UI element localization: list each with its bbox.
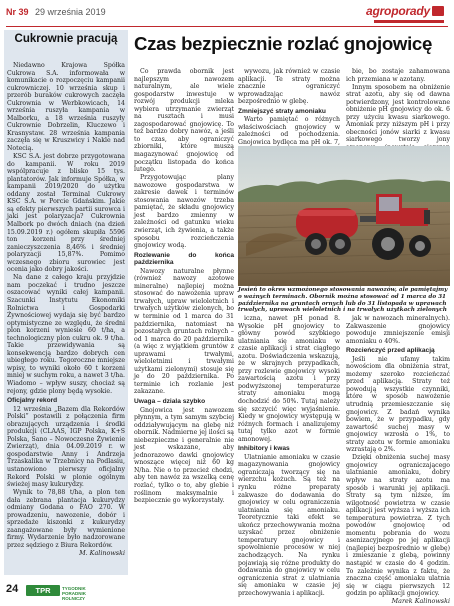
article-paragraph: Gnojowica jest nawozem płynnym, a tym samym szybciej oddziaływującym na glebę niż obornik. Nadmierne jej ilości są niebezpieczne i generalnie nie jest wskazane, aby jednorazowo dawki gnojowicy wnoszące więcej niż 60 kg N/ha. Nie o to przecież chodzi, aby ten nawóz za wszelką cenę rozlać, tylko o to, aby glebie i roślinom maksymalnie i bezpiecznie go wykorzystały. — [134, 406, 234, 505]
sidebar-paragraph: Wynik to 78,88 t/ha, a plon ten dała zebrana plantacja kukurydzy odmiany Godana o FAO 270. W prowadzeniu, nawozenie, dobór i sprzedaże kiszonki z kukurydzy zaangażowane były wymienione firmy. Wydarzenie było nadzorowane przez sędziego z Biura Rekordów. — [7, 489, 125, 549]
article-column-1 — [134, 68, 234, 505]
article-subheading: Uwaga – dziala szybko — [134, 398, 206, 406]
article-paragraph: Ulatnianie amoniaku w czasie magazynowania gnojowicy ograniczają tworzący się na wierzchu kożuch. Są też na rynku różne preparaty zakwasze do dodawania do gnojowicy w celu ograniczenia ulatniania się amoniaku. Teoretycznie taki efekt se ukończ przechowywania można uzyskać przez obniżenie temperatury gnojowicy i spowolnienie procesów w niej zachodzących. Na rynku pojawiają się różne produkty do dodawania do gnojowicy w celu ograniczenia strat z ulatniania się amoniaku w czasie jej przechowywania i aplikacji. — [238, 453, 340, 597]
photo-caption: Jesień to okres wzmożonego stosowania nawozów, ale pamiętajmy o ważnych terminach. Obornik można stosować od 1 marca do 31 października na gruntach ornych lub do 31 listopada w uprawach trwałych, uprawach wieloletnich i na trwałych użytkach zielonych — [238, 287, 448, 314]
issue-date: 29 września 2019 — [35, 7, 106, 17]
article-paragraph: Jeśli nie ufamy takim nowościom dla obniżenia strat, możemy szeroko rozcieńczać przed aplikacją. Straty też powodują wszystkie czynniki, które w sposób nawożenie utrudnią przemieszczanie się gnojowicy. Z badań wynika bowiem, że w przypadku, gdy zawartość suchej masy w gnojowicy wzrosła o 1%, to straty azotu w formie amoniaku wzrastają o 2%. — [346, 355, 450, 454]
article-subheading: Inhibitory i kwas — [238, 445, 290, 453]
tractor-photo-illustration — [238, 146, 450, 286]
article-title: Czas bezpiecznie rozlać gnojowicę — [134, 33, 433, 54]
page-footer — [0, 580, 454, 600]
article-paragraph: jak w nawozach mineralnych). Zakwaszenie gnojowicy powoduje zmniejszenie emisji amoniaku o 40%. — [346, 315, 450, 345]
sidebar-author: M. Kalinowski — [79, 549, 125, 557]
issue-info — [6, 7, 106, 17]
sidebar-paragraph: KSC S.A. jest dobrze przygotowana do kampanii. W roku 2019 wspólpracuje z blisko 15 tys. plantatorów. Jak informuje Spółka, w kampanii 2019/2020 do użytku oddany został Terminal Cukrowy KSC S.A. w Porcie Gdańskim. Jakie są efekty pierwszych partii surowca i jaki jest polaryzacja? Cukrownia Malbork po dwóch dniach (na dzień 15.09.2019 r.) ogółem skupiła 5596 ton korzeni przy średniej zanieczyszczenia 8,46% i średniej polaryzacji 15,87%. Pomimo wczesnego zbioru surowiec jest ocenia jako dobry jakości. — [7, 153, 125, 274]
article-paragraph: Co prawda obornik jest najlepszym nawozem naturalnym, ale wiele gospodarstw inwestuje w rozwój produkcji mleka wybiera utrzymanie zwierząt na rusztach i musi zagospodarować gnojowicę. To też bardzo dobry nawóz, a jeśli to czas, aby ograniczyć zbiorniki, które muszą magazynować gnojowicę od początku listopada do końca lutego. — [134, 68, 234, 174]
sidebar-paragraph: Na dane z całego kraju przyjdzie nam poczekać i trudno jeszcze oszacować wyniki całej kampanii. Szacunki Instytutu Ekonomiki Rolnictwa i Gospodarki Żywnościowej wydaja się być bardzo optymistyczne ze względu, że średni plon korzeni wyniesie 60 t/ha, a technologiczny plon cukru ok. 9 t/ha. Takie przewidywania są konsekwencją bardzo dobrych cen ubiegłego roku. Tegoroczne mniejsze wpisy, to wyniki około 60 t korzeni mniej w suchym roku, a nawet 3 t/ha. Wiadomo – wpływ suszy, chociaż są rejony, gdzie plony będą wysokie. — [7, 274, 125, 395]
brand-badge-icon — [432, 6, 444, 16]
article-paragraph: Nawozy naturalne płynne (również nawozy azotowe mineralne) najlepiej można stosować do nawożenia upraw trwałych, upraw wieloletnich i trwałych użytków zielonych, bo w terminie od 1 marca do 31 października, natomiast na pozostałych gruntach rolnych – od 1 marca do 20 października (a więc z wyjątkiem gruntów z uprawami trwałymi, wieloletnimi i trwałymi użytkami zielonymi) stosuje się je do 20 października. Po terminie ich rozlanie jest zakazane. — [134, 267, 234, 396]
article-paragraph: Dzięki obniżenia suchej masy gnojowicy ograniczającego ulatnianie amoniaku, dobry wpływ na straty azotu ma sposób i warunki jej aplikacji. Straty są tym niższe, im wilgotność powietrza w czasie aplikacji jest wyższa i wyższa ich temperatura powietrza. Z tych powodów gnojowicę od momentu pobrania do wozu asenizacyjnego po jej aplikacji (najlepiej bezpośrednio w glebę) i zmieszanie z glebą, powinny nastąpić w czasie do 4 godzin. To zależnie wynika z faktu, że znaczna część amoniaku ulatnia się w ciągu pierwszych 12 godzin po aplikacji gnojowicy. — [346, 454, 450, 598]
article-author: Marek Kalinowski — [391, 597, 450, 606]
sidebar-subheading: Oficjalny rekord — [7, 397, 58, 405]
article-paragraph: Przygotowując plany nawozowe gospodarstwa w zakresie dawek i terminów stosowania nawozów trzeba pamiętać, że składu gnojowicy jest bardzo zmienny w zależności od gatunku wieku zwierząt, ich żywienia, a także sposobu rozcieńczenia gnojowicy wodą. — [134, 174, 234, 250]
article-column-3-continued — [346, 315, 450, 606]
article-paragraph: iczna, nawet pH ponad 8. Wysokie pH gnojowicy to główny powód szybkiego ulatniania się amoniaku w czasie aplikacji i strat ciągłego azotu. Doświadczenia wskazują, że w skrajnych przypadkach, przy rozlewie gnojowicy wysoki zawartością azotu i przy podwyższonej temperaturze straty amoniaku mogą dochodzić do 50%. Tutaj należy się szczycić więc wyjaśnienie. Kiedy w gnojowicy występują w różnych formach i analizujemy tutaj tylko azot w formie amonowej. — [238, 315, 340, 443]
article-paragraph: bie, bo zostaje zahamowana ich przemiana w azotany. — [346, 68, 450, 83]
article-photo — [238, 146, 450, 286]
issue-number: Nr 39 — [6, 7, 29, 17]
brand-name: agroporady — [365, 4, 430, 18]
sidebar-paragraph: Niedawno Krajowa Spółka Cukrowa S.A. informowała w komunikacie o rozpoczęciu kampanii cukrowniczej. 10 września skup i przerób buraków cukrowych zaczęła Cukrownia w Werbkowicach, 14 września ruszyła kampania w Malborku, a 18 września ruszyły Cukrownie Dobrzelin, Kluczewo i Krasnystaw. 28 września kampania zaczęła się w Kruszwicy i Nakle nad Notecią. — [7, 62, 125, 153]
sidebar-paragraph: 12 września „Bazem dla Rekordów Polski” postawili z połączenia firm obrazujących urządzenia i środki produkcji (CLAAS, IGP Polska, K+S Polska, Sano – Nowoczesne Żywienie Zwierząt), dnia 04.09.2019 r. w gospodarstwie Anny i Andrzeja Trzaskalika w Trzebnicy na Podlasiu, ustanowiono pierwszy oficjalny Rekord Polski w plonie ogólnym świeżej masy kukurydzy. — [7, 405, 125, 489]
header-rule — [6, 26, 448, 27]
footer-brand-logo: TPR — [26, 585, 60, 596]
sidebar-title: Cukrownie pracują — [14, 33, 118, 45]
header-accent-bar — [374, 20, 444, 23]
article-subheading: Rozcieńczyć przed aplikacją — [346, 347, 435, 355]
article-paragraph: Innym sposobem na obniżenie strat azotu, aby się od dawna potwierdzony, jest kontrolowane obniżenie pH gnojowicy do ok. 6 przy użyciu kwasu siarkowego. Amoniak przy niższym pH i przy obecności jonów siarki z kwasu siarkowego tworzy jony — [346, 83, 450, 144]
article-column-2-continued — [238, 315, 340, 598]
brand-logo — [366, 4, 444, 18]
article-paragraph: wywozu, jak również w czasie aplikacji. Te straty można znacznie ograniczyć wprowadzając nawóz bezpośrednio w glebę. — [238, 68, 340, 106]
article-paragraph: Warto pamiętać o różnych właściwościach gnojowicy w zależności od pochodzenia. Gnojowica bydlęca ma pH ok. 7, — [238, 116, 340, 146]
page-number: 24 — [6, 583, 19, 595]
article-subheading: Zmniejszyć straty amoniaku — [238, 107, 326, 115]
footer-brand-subtitle: TYGODNIK PORADNIK ROLNICZY — [62, 586, 87, 601]
sidebar-text — [7, 62, 125, 558]
article-subheading: Rozlewanie do końca października — [134, 251, 234, 267]
